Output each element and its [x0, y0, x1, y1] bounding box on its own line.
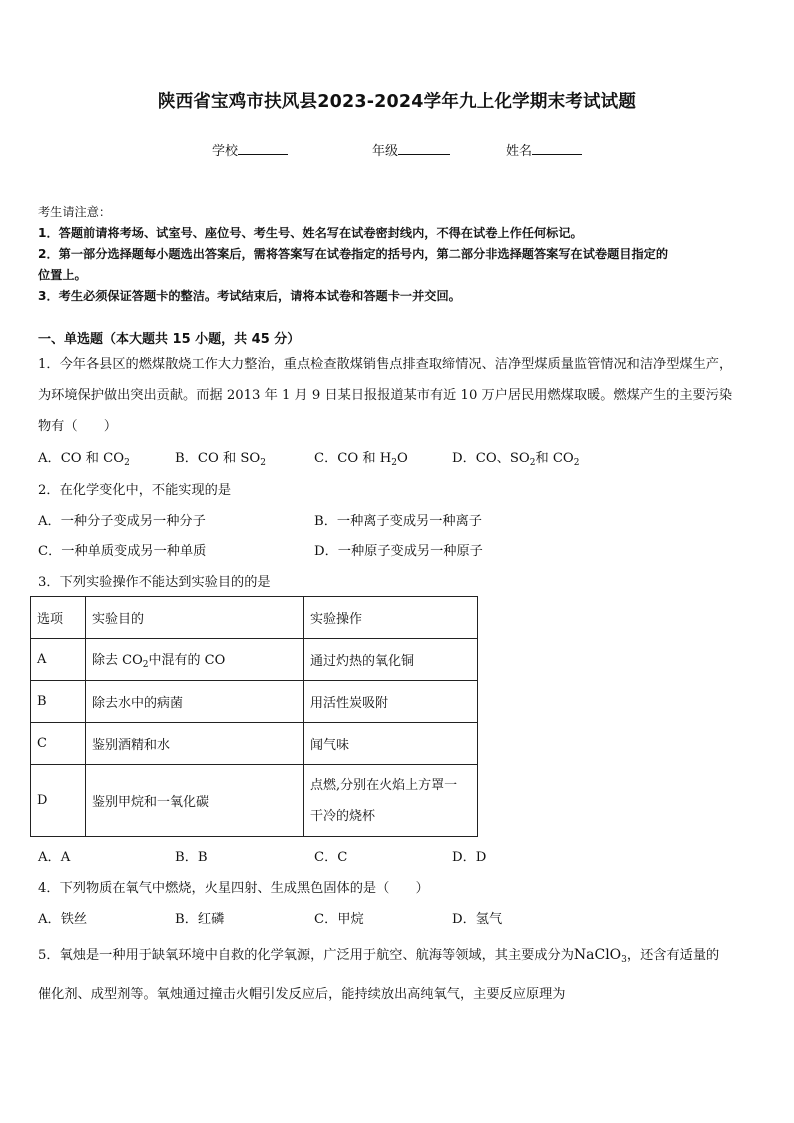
- q4-option-d[interactable]: D．氢气: [452, 912, 503, 927]
- q5-formula-main: NaClO: [573, 947, 622, 963]
- q1-option-c[interactable]: [314, 447, 408, 468]
- header-purpose: 实验目的: [86, 597, 304, 639]
- q3-option-c[interactable]: C．C: [314, 850, 348, 865]
- row-c-purpose: 鉴别酒精和水: [86, 723, 304, 765]
- row-b-operation: 用活性炭吸附: [304, 681, 478, 723]
- q5-line-1-post: ，还含有适量的: [626, 948, 720, 963]
- q1-option-b[interactable]: [175, 447, 266, 468]
- q2-option-a[interactable]: A．一种分子变成另一种分子: [38, 514, 206, 529]
- q1-option-b-sub: 2: [260, 458, 266, 468]
- q3-option-b[interactable]: B．B: [175, 850, 208, 865]
- table-row: [31, 723, 478, 765]
- school-blank[interactable]: [238, 142, 288, 155]
- notice-item-1: 1．答题前请将考场、试室号、座位号、考生号、姓名写在试卷密封线内，不得在试卷上作任何标记。: [38, 226, 583, 240]
- q2-option-c[interactable]: C．一种单质变成另一种单质: [38, 544, 207, 559]
- row-d-key: D: [31, 765, 86, 837]
- name-label: 姓名: [506, 144, 533, 159]
- table-row: [31, 639, 478, 681]
- name-blank[interactable]: [532, 142, 582, 155]
- q4-option-c[interactable]: C．甲烷: [314, 912, 364, 927]
- grade-field[interactable]: [372, 140, 450, 159]
- table-header-row: [31, 597, 478, 639]
- row-c-operation: 闻气味: [304, 723, 478, 765]
- row-b-purpose: 除去水中的病菌: [86, 681, 304, 723]
- q5-formula-sub: 3: [621, 955, 627, 965]
- page-title: 陕西省宝鸡市扶风县2023-2024学年九上化学期末考试试题: [157, 92, 637, 112]
- row-a-key: A: [31, 639, 86, 681]
- grade-label: 年级: [372, 144, 399, 159]
- q1-option-b-text: B．CO 和 SO: [175, 451, 261, 466]
- table-row: [31, 765, 478, 837]
- grade-blank[interactable]: [398, 142, 450, 155]
- q4-stem: 4．下列物质在氧气中燃烧，火星四射、生成黑色固体的是（ ）: [38, 881, 429, 896]
- row-b-key: B: [31, 681, 86, 723]
- q1-option-d-text: D．CO、SO: [452, 451, 530, 466]
- q3-option-d[interactable]: D．D: [452, 850, 487, 865]
- q1-option-c-post: O: [397, 451, 408, 466]
- q3-experiment-table: [30, 596, 478, 837]
- row-c-key: C: [31, 723, 86, 765]
- row-d-purpose: 鉴别甲烷和一氧化碳: [86, 765, 304, 837]
- row-a-purpose-sub: 2: [142, 660, 149, 670]
- section-heading-single-choice: 一、单选题（本大题共 15 小题，共 45 分）: [38, 332, 301, 347]
- q1-option-a-sub: 2: [124, 458, 130, 468]
- notice-item-2: 2．第一部分选择题每小题选出答案后，需将答案写在试卷指定的括号内，第二部分非选择题答案写在试卷题目指定的: [38, 247, 669, 261]
- q2-stem: 2．在化学变化中，不能实现的是: [38, 483, 232, 498]
- row-a-purpose: [86, 639, 304, 681]
- q1-line-1: 1．今年各县区的燃煤散烧工作大力整治，重点检查散煤销售点排查取缔情况、洁净型煤质量监管情况和洁净型煤生产，: [38, 357, 733, 372]
- q5-formula: [574, 947, 627, 963]
- q1-option-a[interactable]: [38, 447, 130, 468]
- header-option: 选项: [31, 597, 86, 639]
- school-label: 学校: [212, 144, 239, 159]
- row-d-operation-line-2: 干冷的烧杯: [310, 808, 376, 824]
- name-field[interactable]: [506, 140, 582, 159]
- row-d-operation: [304, 765, 478, 837]
- q1-option-d[interactable]: [452, 447, 579, 468]
- q3-stem: 3．下列实验操作不能达到实验目的的是: [38, 575, 271, 590]
- q1-option-a-text: A．CO 和 CO: [38, 451, 125, 466]
- notice-heading: 考生请注意：: [38, 205, 112, 219]
- notice-item-3: 3．考生必须保证答题卡的整洁。考试结束后，请将本试卷和答题卡一并交回。: [38, 289, 461, 303]
- q3-option-a[interactable]: A．A: [38, 850, 71, 865]
- school-field[interactable]: [212, 140, 288, 159]
- q2-option-d[interactable]: D．一种原子变成另一种原子: [314, 544, 483, 559]
- table-row: [31, 681, 478, 723]
- notice-item-2-cont: 位置上。: [38, 268, 87, 282]
- header-operation: 实验操作: [304, 597, 478, 639]
- q1-option-c-sub: 2: [391, 458, 397, 468]
- q1-option-d-mid: 和 CO: [535, 451, 574, 466]
- row-d-operation-line-1: 点燃,分别在火焰上方罩一: [310, 777, 458, 793]
- row-a-purpose-post: 中混有的 CO: [148, 653, 226, 668]
- q5-line-2: 催化剂、成型剂等。氧烛通过撞击火帽引发反应后，能持续放出高纯氧气，主要反应原理为: [38, 987, 566, 1002]
- q4-option-a[interactable]: A．铁丝: [38, 912, 88, 927]
- q5-line-1-text: 5．氧烛是一种用于缺氧环境中自救的化学氧源，广泛用于航空、航海等领域，其主要成分为: [38, 948, 574, 963]
- q1-option-c-text: C．CO 和 H: [314, 451, 392, 466]
- q2-option-b[interactable]: B．一种离子变成另一种离子: [314, 514, 482, 529]
- q1-option-d-sub: 2: [529, 458, 536, 468]
- q1-option-d-sub2: 2: [573, 458, 580, 468]
- q4-option-b[interactable]: B．红磷: [175, 912, 225, 927]
- row-a-operation: 通过灼热的氧化铜: [304, 639, 478, 681]
- q1-line-3: 物有（ ）: [38, 419, 118, 434]
- q5-line-1: [38, 944, 719, 965]
- q1-line-2: 为环境保护做出突出贡献。而据 2013 年 1 月 9 日某日报报道某市有近 10 万户居民用燃煤取暖。燃煤产生的主要污染: [38, 388, 733, 403]
- row-a-purpose-pre: 除去 CO: [92, 653, 143, 668]
